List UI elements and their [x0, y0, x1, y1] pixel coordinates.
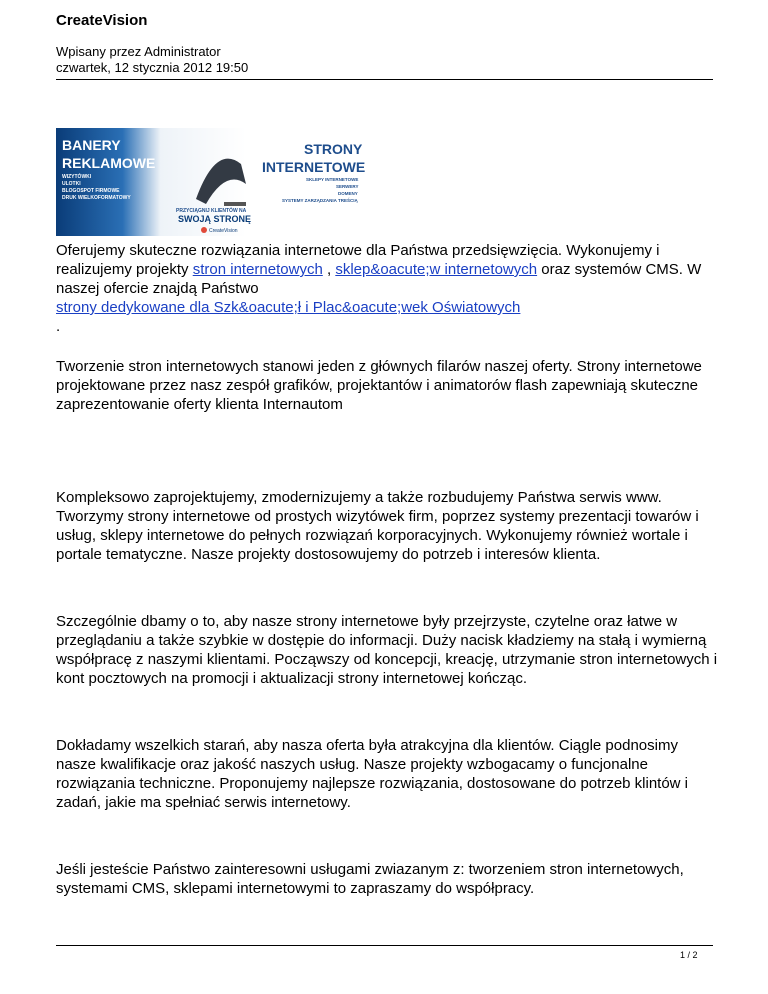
banner-title-1: BANERY: [62, 137, 121, 153]
link-stron-internetowych[interactable]: stron internetowych: [192, 261, 323, 278]
banner-right-title-1: STRONY: [304, 141, 363, 157]
intro-text: ,: [322, 261, 336, 278]
banner-list-item: BLOGOSPOT FIRMOWE: [62, 188, 120, 194]
body-paragraph: Kompleksowo zaprojektujemy, zmodernizujemy a także rozbudujemy Państwa serwis www. Tworzymy strony internetowe od prostych wizytówek firm, poprzez systemy prezentacji towarów i usług, sklepy internetowe do pełnych rozwiązań korporacyjnych. Wykonujemy również wortale i portale tematyczne. Nasze projekty dostosowujemy do potrzeb i interesów klienta.: [56, 489, 699, 563]
banner-right-list-item: SKLEPY INTERNETOWE: [306, 177, 359, 182]
advertising-banner: [56, 124, 366, 240]
logo-icon: [201, 227, 207, 233]
banner-right-list-item: SERWERY: [336, 184, 359, 189]
body-paragraph: Dokładamy wszelkich starań, aby nasza oferta była atrakcyjna dla klientów. Ciągle podnosimy nasze kwalifikacje oraz jakość naszych usług. Nasze projekty wzbogacamy o funcjonalne rozwiązania techniczne. Proponujemy najlepsze rozwiązania, dostosowane do potrzeb klintów i zadań, jakie ma spełniać serwis internetowy.: [56, 737, 689, 811]
intro-text: .: [56, 318, 61, 335]
banner-right-title-2: INTERNETOWE: [262, 159, 366, 175]
intro-text: Oferujemy skuteczne rozwiązania internetowe dla Państwa przedsięwzięcia. Wykonujemy i realizujemy projekty: [56, 242, 660, 278]
banner-slogan-2: SWOJĄ STRONĘ: [178, 214, 252, 224]
banner-list-item: ULOTKI: [62, 181, 81, 187]
laptop-illustration: [224, 202, 246, 206]
banner-slogan-1: PRZYCIĄGNIJ KLIENTÓW NA: [176, 208, 247, 214]
site-title: CreateVision: [56, 12, 148, 29]
body-paragraph: Tworzenie stron internetowych stanowi jeden z głównych filarów naszej oferty. Strony internetowe projektowane przez nasz zespół grafików, projektantów i animatorów flash zapewniają skuteczne zaprezentowanie oferty klienta Internautom: [56, 358, 702, 413]
page-number: 1 / 2: [680, 950, 698, 960]
author-line: Wpisany przez Administrator: [56, 44, 221, 59]
banner-list-item: WIZYTÓWKI: [62, 174, 92, 180]
banner-title-2: REKLAMOWE: [62, 155, 156, 171]
article-meta: [56, 44, 248, 76]
banner-logo-text: CreateVision: [209, 228, 238, 234]
banner-list-item: DRUK WIELKOFORMATOWY: [62, 195, 131, 201]
banner-right-list-item: DOMENY: [338, 191, 358, 196]
date-line: czwartek, 12 stycznia 2012 19:50: [56, 60, 249, 75]
header-divider: [56, 79, 713, 80]
intro-text: oraz systemów CMS. W naszej ofercie znajdą Państwo: [56, 261, 702, 297]
body-paragraph: Szczególnie dbamy o to, aby nasze strony internetowe były przejrzyste, czytelne oraz łatwe w przeglądaniu a także szybkie w dostępie do informacji. Duży nacisk kładziemy na stałą i wymierną współpracę z naszymi klientami. Począwszy od koncepcji, kreację, utrzymanie stron internetowych i kont pocztowych na promocji i aktualizacji strony internetowej kończąc.: [56, 613, 718, 687]
intro-paragraph: [56, 241, 720, 336]
link-sklepow-internetowych[interactable]: sklep&oacute;w internetowych: [335, 261, 538, 278]
banner-right-list-item: SYSTEMY ZARZĄDZANIA TREŚCIĄ: [282, 198, 358, 203]
footer-divider: [56, 945, 713, 946]
link-strony-dedykowane[interactable]: strony dedykowane dla Szk&oacute;ł i Plac&oacute;wek Oświatowych: [56, 299, 521, 316]
body-paragraph: Jeśli jesteście Państwo zainteresowni usługami zwiazanym z: tworzeniem stron internetowych, systemami CMS, sklepami internetowymi to zapraszamy do współpracy.: [56, 861, 684, 897]
